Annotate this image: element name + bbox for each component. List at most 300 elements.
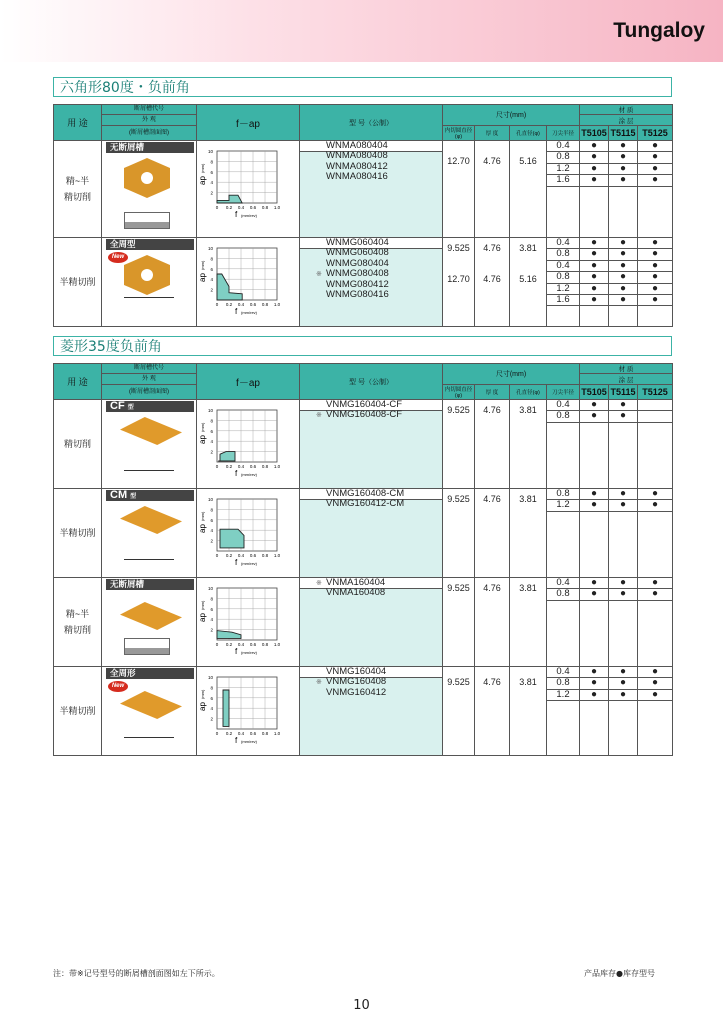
stock-dot: ●	[638, 238, 672, 249]
dim-value: 9.525	[447, 583, 470, 593]
breaker-profile-icon	[124, 281, 174, 298]
x-tick: 0.8	[261, 642, 269, 647]
dim-value: 4.76	[483, 494, 501, 504]
header-shape	[102, 374, 197, 385]
dim-ic	[443, 400, 475, 489]
model-list	[300, 577, 442, 599]
x-tick: 1.0	[273, 205, 281, 210]
breaker-suffix: 型	[127, 405, 134, 411]
fap-chart	[197, 489, 300, 575]
x-axis-label: f	[235, 647, 238, 656]
y-tick: 10	[207, 408, 213, 413]
breaker-code: 全周形	[110, 668, 136, 678]
stock-dot: ●	[609, 690, 637, 701]
y-tick: 2	[210, 190, 213, 196]
use-cell	[54, 667, 102, 756]
x-tick: 0.4	[237, 464, 245, 469]
stock-dot: ●	[609, 500, 637, 511]
corner-radius: 0.4	[547, 141, 579, 152]
y-tick: 4	[210, 277, 213, 283]
stock-dot: ●	[580, 589, 608, 600]
stock-dot: ●	[580, 272, 608, 283]
use-text: 精切削	[63, 439, 91, 449]
model-code	[313, 172, 442, 182]
model-cell	[300, 578, 443, 667]
header-shape	[102, 115, 197, 126]
model-code-text: VNMG160404-CF	[326, 399, 403, 410]
new-badge: New	[108, 681, 128, 692]
y-tick: 6	[210, 695, 213, 701]
header-breaker-label: 断屑槽代号	[133, 106, 164, 112]
stock-dot: ●	[580, 578, 608, 589]
y-axis-label: ap	[198, 435, 207, 444]
stock-dot: ●	[580, 295, 608, 306]
note-mark: ※	[316, 271, 322, 279]
dim-s	[475, 400, 510, 489]
stock-dot: ●	[609, 284, 637, 295]
y-tick: 4	[210, 706, 213, 712]
y-tick: 8	[210, 256, 213, 262]
stock-dot: ●	[638, 489, 672, 500]
model-code-text: VNMG160412-CM	[326, 498, 405, 510]
header-grade: T5115	[609, 126, 638, 141]
corner-radius: 0.4	[547, 238, 579, 249]
spec-table-hexagon	[53, 104, 673, 327]
stock-dot: ●	[580, 678, 608, 689]
model-cell	[300, 400, 443, 489]
stock-dot: ●	[609, 175, 637, 186]
use-cell	[54, 238, 102, 327]
model-code-text: WNMG080412	[326, 278, 389, 290]
header-section-label: (断屑槽剖面图)	[129, 388, 169, 395]
page-number: 10	[353, 998, 370, 1013]
corner-radius: 1.2	[547, 500, 579, 511]
use-text: 半精切削	[59, 706, 96, 716]
breaker-code: CF	[110, 400, 125, 412]
dim-ic	[443, 578, 475, 667]
y-tick: 8	[210, 685, 213, 691]
fap-chart	[197, 238, 300, 324]
stock-cell	[638, 238, 673, 327]
breaker-tag	[106, 579, 194, 590]
header-breaker-label: 断屑槽代号	[133, 365, 164, 371]
y-tick: 8	[210, 596, 213, 602]
stock-dot: ●	[580, 690, 608, 701]
model-cell	[300, 667, 443, 756]
footnote: 注：带※记号型号的断屑槽剖面图如左下所示。	[53, 969, 220, 978]
dim-value: 4.76	[483, 243, 501, 253]
use-text: 精切削	[63, 625, 91, 635]
corner-radius: 1.2	[547, 164, 579, 175]
dim-s	[475, 238, 510, 327]
dim-value: 12.70	[447, 273, 470, 284]
model-code	[313, 588, 442, 598]
model-list	[300, 666, 442, 698]
model-cell	[300, 489, 443, 578]
model-code-text: WNMG060408	[326, 247, 389, 259]
corner-radius: 0.8	[547, 489, 579, 500]
stock-dot: ●	[609, 238, 637, 249]
dim-value: 5.16	[519, 273, 537, 284]
x-tick: 0.8	[261, 553, 269, 558]
x-tick: 0.8	[261, 464, 269, 469]
corner-radius: 0.8	[547, 152, 579, 163]
stock-dot: ●	[580, 238, 608, 249]
chart-cell	[197, 238, 300, 327]
chart-frame	[217, 151, 277, 203]
product-row	[54, 667, 673, 756]
breaker-suffix: 型	[130, 494, 137, 500]
x-tick: 0	[215, 302, 219, 307]
model-code-text: VNMG160408-CF	[326, 409, 403, 421]
y-tick: 2	[210, 627, 213, 633]
model-list	[300, 237, 442, 300]
x-tick: 0.8	[261, 205, 269, 210]
x-tick: 0.8	[261, 731, 269, 736]
stock-cell	[638, 489, 673, 578]
section-title-rhombic: 菱形35度负前角	[53, 336, 672, 356]
x-tick: 0.2	[225, 302, 233, 307]
x-tick: 0.4	[237, 205, 245, 210]
dim-s	[475, 667, 510, 756]
x-axis-label: f	[235, 210, 238, 219]
header-d4: 刀尖半径	[547, 126, 580, 141]
stock-dot: ●	[580, 667, 608, 678]
corner-radius-cell	[547, 489, 580, 578]
stock-dot: ●	[638, 578, 672, 589]
insert-image-cell	[102, 667, 197, 756]
chart-cell	[197, 400, 300, 489]
y-axis-unit: (mm)	[200, 422, 205, 432]
model-code-text: WNMA080404	[326, 140, 388, 151]
breaker-tag	[106, 668, 194, 679]
y-tick: 10	[207, 246, 213, 251]
corner-radius: 0.4	[547, 261, 579, 272]
y-axis-unit: (mm)	[200, 163, 205, 173]
stock-dot: ●	[638, 141, 672, 152]
product-row	[54, 489, 673, 578]
x-axis-unit: (mm/rev)	[241, 739, 257, 744]
x-axis-label: f	[235, 307, 238, 316]
x-tick: 0.4	[237, 731, 245, 736]
x-tick: 0.6	[249, 731, 257, 736]
dim-value: 4.76	[483, 156, 501, 166]
corner-radius: 0.8	[547, 411, 579, 422]
dim-value: 3.81	[519, 494, 537, 504]
chart-cell	[197, 489, 300, 578]
y-tick: 4	[210, 528, 213, 534]
breaker-profile-icon	[124, 454, 174, 471]
x-tick: 0.4	[237, 642, 245, 647]
x-tick: 1.0	[273, 731, 281, 736]
insert-image-cell	[102, 141, 197, 238]
y-tick: 4	[210, 617, 213, 623]
fap-chart	[197, 667, 300, 753]
model-code-text: WNMG080408	[326, 268, 389, 280]
x-axis-unit: (mm/rev)	[241, 310, 257, 315]
x-tick: 1.0	[273, 464, 281, 469]
stock-dot: ●	[638, 690, 672, 701]
header-shape-label: 外 观	[142, 116, 156, 123]
x-tick: 0.2	[225, 731, 233, 736]
model-code-text: VNMG160408	[326, 676, 387, 688]
y-tick: 10	[207, 675, 213, 680]
dim-value: 4.76	[483, 405, 501, 415]
dim-ic	[443, 141, 475, 238]
stock-dot: ●	[638, 152, 672, 163]
header-d3: 孔直径(φ)	[510, 126, 547, 141]
corner-radius: 1.2	[547, 284, 579, 295]
header-shape-label: 外 观	[142, 375, 156, 382]
stock-dot: ●	[638, 272, 672, 283]
fap-chart	[197, 141, 300, 227]
dim-value: 3.81	[519, 583, 537, 593]
breaker-code: 无断屑槽	[110, 579, 145, 589]
model-code-text: VNMA160408	[326, 587, 386, 599]
breaker-tag	[106, 401, 194, 412]
model-code	[313, 410, 442, 420]
stock-cell	[638, 667, 673, 756]
corner-radius-cell	[547, 141, 580, 238]
dim-ic	[443, 489, 475, 578]
dim-value: 4.76	[483, 273, 501, 284]
y-tick: 2	[210, 538, 213, 544]
product-row	[54, 578, 673, 667]
stock-dot: ●	[609, 400, 637, 411]
x-axis-label: f	[235, 558, 238, 567]
dim-d	[510, 238, 547, 327]
stock-cell	[638, 141, 673, 238]
flat-section-icon	[124, 212, 170, 229]
corner-radius: 0.8	[547, 272, 579, 283]
dim-value: 9.525	[447, 677, 470, 687]
corner-radius: 1.2	[547, 690, 579, 701]
dim-value: 3.81	[519, 243, 537, 253]
y-tick: 10	[207, 149, 213, 154]
header-coating: 涂 层	[580, 374, 673, 385]
insert-rhombic-chipbreaker-icon	[120, 417, 182, 445]
stock-dot: ●	[609, 489, 637, 500]
stock-cell	[580, 489, 609, 578]
header-grade: T5125	[638, 385, 673, 400]
dim-d	[510, 489, 547, 578]
corner-radius: 0.4	[547, 578, 579, 589]
breaker-profile-icon	[124, 721, 174, 738]
x-tick: 0.2	[225, 553, 233, 558]
stock-dot: ●	[638, 500, 672, 511]
corner-radius-cell	[547, 667, 580, 756]
dim-value: 3.81	[519, 677, 537, 687]
breaker-tag	[106, 142, 194, 153]
x-tick: 1.0	[273, 553, 281, 558]
corner-radius: 0.8	[547, 249, 579, 260]
insert-hexagon-icon	[124, 158, 170, 198]
stock-cell	[580, 141, 609, 238]
y-axis-unit: (mm)	[200, 260, 205, 270]
stock-dot: ●	[609, 578, 637, 589]
header-d3: 孔直径(φ)	[510, 385, 547, 400]
stock-dot: ●	[609, 141, 637, 152]
y-axis-label: ap	[198, 613, 207, 622]
model-code	[313, 688, 442, 698]
breaker-tag	[106, 239, 194, 250]
dim-d	[510, 578, 547, 667]
header-d2: 厚 度	[475, 385, 510, 400]
y-tick: 10	[207, 586, 213, 591]
stock-cell	[580, 400, 609, 489]
y-axis-label: ap	[198, 702, 207, 711]
chart-cell	[197, 667, 300, 756]
model-code-text: WNMG080404	[326, 257, 389, 269]
stock-cell	[609, 238, 638, 327]
header-dims: 尺寸(mm)	[443, 105, 580, 126]
x-tick: 0.6	[249, 302, 257, 307]
use-cell	[54, 578, 102, 667]
model-code-text: VNMG160412	[326, 686, 387, 698]
use-text: 半精切削	[59, 277, 96, 287]
header-grade: T5105	[580, 126, 609, 141]
y-tick: 4	[210, 180, 213, 186]
dim-d	[510, 667, 547, 756]
stock-dot: ●	[638, 589, 672, 600]
dim-d	[510, 141, 547, 238]
header-dims: 尺寸(mm)	[443, 364, 580, 385]
header-model: 型 号（公制）	[300, 364, 443, 400]
cutting-range	[220, 529, 244, 548]
header-model: 型 号（公制）	[300, 105, 443, 141]
y-tick: 6	[210, 606, 213, 612]
use-text: 精切削	[63, 192, 91, 202]
dim-value: 12.70	[447, 156, 470, 166]
dim-value: 9.525	[447, 494, 470, 504]
stock-dot: ●	[609, 411, 637, 422]
model-code	[313, 499, 442, 509]
header-fap: f－ap	[197, 105, 300, 141]
x-tick: 0	[215, 731, 219, 736]
stock-dot: ●	[580, 152, 608, 163]
x-tick: 0.2	[225, 205, 233, 210]
chart-cell	[197, 578, 300, 667]
y-tick: 8	[210, 418, 213, 424]
header-grade: T5125	[638, 126, 673, 141]
y-tick: 6	[210, 169, 213, 175]
y-axis-unit: (mm)	[200, 689, 205, 699]
stock-dot: ●	[609, 152, 637, 163]
use-text: 精~半	[65, 609, 90, 619]
y-tick: 2	[210, 449, 213, 455]
stock-dot: ●	[638, 261, 672, 272]
x-tick: 0.2	[225, 464, 233, 469]
x-tick: 0	[215, 205, 219, 210]
stock-dot: ●	[638, 667, 672, 678]
corner-radius-cell	[547, 238, 580, 327]
use-cell	[54, 400, 102, 489]
y-axis-label: ap	[198, 524, 207, 533]
model-code	[313, 290, 442, 300]
model-code-text: VNMA160404	[326, 577, 386, 588]
stock-cell	[609, 489, 638, 578]
product-row	[54, 141, 673, 238]
new-badge: New	[108, 252, 128, 263]
stock-dot: ●	[580, 141, 608, 152]
breaker-tag	[106, 490, 194, 501]
header-d1: 内切圆直径(φ)	[443, 385, 475, 400]
header-d2: 厚 度	[475, 126, 510, 141]
insert-rhombic-chipbreaker-icon	[120, 506, 182, 534]
x-tick: 0.6	[249, 205, 257, 210]
corner-radius: 0.8	[547, 589, 579, 600]
model-cell	[300, 238, 443, 327]
x-axis-unit: (mm/rev)	[241, 213, 257, 218]
x-tick: 0.4	[237, 553, 245, 558]
model-code-text: WNMA080412	[326, 160, 388, 172]
y-tick: 10	[207, 497, 213, 502]
breaker-code: CM	[110, 489, 128, 501]
x-tick: 0.6	[249, 642, 257, 647]
stock-dot: ●	[609, 589, 637, 600]
x-tick: 0	[215, 642, 219, 647]
insert-image-cell	[102, 238, 197, 327]
y-axis-label: ap	[198, 273, 207, 282]
x-axis-label: f	[235, 469, 238, 478]
spec-table-rhombic	[53, 363, 673, 756]
x-axis-unit: (mm/rev)	[241, 650, 257, 655]
x-axis-label: f	[235, 736, 238, 745]
y-tick: 2	[210, 287, 213, 293]
stock-dot: ●	[580, 500, 608, 511]
stock-dot: ●	[580, 284, 608, 295]
x-axis-unit: (mm/rev)	[241, 561, 257, 566]
y-tick: 4	[210, 439, 213, 445]
dim-ic	[443, 667, 475, 756]
header-breaker	[102, 105, 197, 115]
dim-value: 4.76	[483, 677, 501, 687]
stock-cell	[609, 667, 638, 756]
dim-ic	[443, 238, 475, 327]
stock-cell	[609, 578, 638, 667]
dim-d	[510, 400, 547, 489]
model-code-text: WNMA080408	[326, 150, 388, 162]
stock-dot: ●	[609, 164, 637, 175]
model-list	[300, 140, 442, 183]
corner-radius-cell	[547, 400, 580, 489]
stock-dot: ●	[580, 261, 608, 272]
stock-dot: ●	[580, 249, 608, 260]
header-section-label: (断屑槽剖面图)	[129, 129, 169, 136]
header-material: 材 质	[580, 105, 673, 115]
header-fap: f－ap	[197, 364, 300, 400]
y-tick: 6	[210, 428, 213, 434]
header-section	[102, 385, 197, 400]
stock-dot: ●	[580, 175, 608, 186]
stock-dot: ●	[609, 295, 637, 306]
stock-dot: ●	[580, 489, 608, 500]
product-row	[54, 400, 673, 489]
product-row	[54, 238, 673, 327]
insert-image-cell	[102, 400, 197, 489]
header-use: 用 途	[54, 105, 102, 141]
stock-dot: ●	[638, 164, 672, 175]
stock-dot	[638, 411, 672, 422]
x-axis-unit: (mm/rev)	[241, 472, 257, 477]
stock-cell	[638, 578, 673, 667]
dim-value: 3.81	[519, 405, 537, 415]
insert-rhombic-icon	[120, 602, 182, 630]
y-tick: 8	[210, 159, 213, 165]
insert-image-cell	[102, 578, 197, 667]
header-use: 用 途	[54, 364, 102, 400]
use-text: 精~半	[65, 176, 90, 186]
